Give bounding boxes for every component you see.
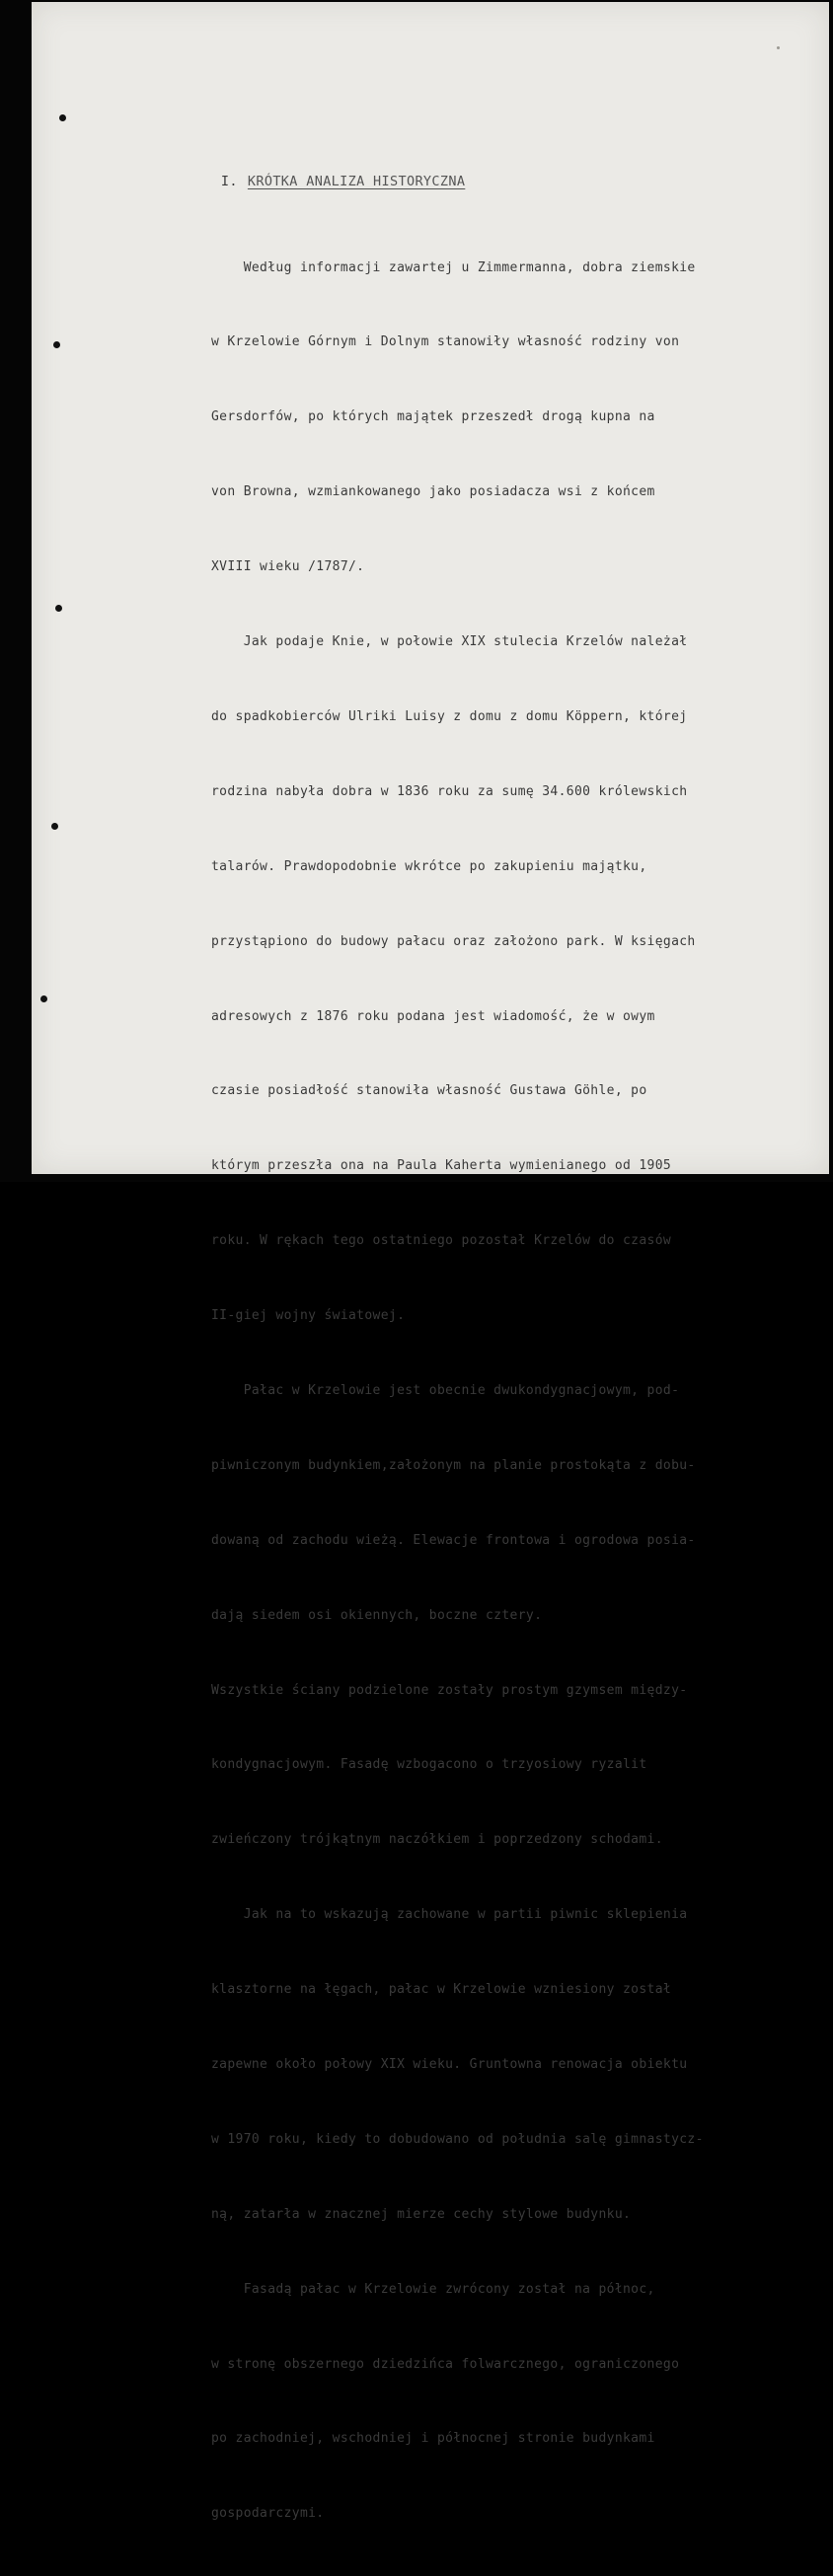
body-text <box>211 205 704 2576</box>
section-title: KRÓTKA ANALIZA HISTORYCZNA <box>247 174 466 189</box>
text-line: do spadkobierców Ulriki Luisy z domu z domu Köppern, której <box>211 708 688 724</box>
paper-speck <box>777 46 780 49</box>
text-line: dają siedem osi okiennych, boczne cztery. <box>211 1607 543 1623</box>
text-line: gospodarczymi. <box>211 2506 325 2522</box>
text-line: adresowych z 1876 roku podana jest wiadomość, że w owym <box>211 1008 655 1024</box>
text-line: Jak na to wskazują zachowane w partii piwnic sklepienia <box>211 1907 688 1923</box>
text-line: roku. W rękach tego ostatniego pozostał Krzelów do czasów <box>211 1233 672 1249</box>
text-line: czasie posiadłość stanowiła własność Gustawa Göhle, po <box>211 1083 647 1099</box>
text-line: kondygnacjowym. Fasadę wzbogacono o trzyosiowy ryzalit <box>211 1757 647 1773</box>
punch-hole <box>53 341 60 348</box>
text-line: klasztorne na łęgach, pałac w Krzelowie wzniesiony został <box>211 1982 672 1998</box>
text-line: po zachodniej, wschodniej i północnej stronie budynkami <box>211 2431 655 2447</box>
text-line: Według informacji zawartej u Zimmermanna, dobra ziemskie <box>211 259 696 275</box>
text-line: w Krzelowie Górnym i Dolnym stanowiły własność rodziny von <box>211 334 680 350</box>
text-line: Gersdorfów, po których majątek przeszedł drogą kupna na <box>211 409 655 425</box>
text-line: Fasadą pałac w Krzelowie zwrócony został na północ, <box>211 2281 655 2297</box>
section-number: I. <box>220 174 238 189</box>
section-heading <box>188 158 465 205</box>
text-line: w stronę obszernego dziedzińca folwarcznego, ograniczonego <box>211 2356 680 2372</box>
text-line: rodzina nabyła dobra w 1836 roku za sumę 34.600 królewskich <box>211 783 688 799</box>
text-line: Wszystkie ściany podzielone zostały prostym gzymsem między- <box>211 1682 688 1698</box>
text-line: Jak podaje Knie, w połowie XIX stulecia Krzelów należał <box>211 634 688 650</box>
text-line: przystąpiono do budowy pałacu oraz założono park. W księgach <box>211 933 696 949</box>
punch-hole <box>55 605 62 612</box>
text-line: talarów. Prawdopodobnie wkrótce po zakupieniu majątku, <box>211 858 647 874</box>
text-line: zwieńczony trójkątnym naczółkiem i poprzedzony schodami. <box>211 1832 663 1848</box>
text-line: dowaną od zachodu wieżą. Elewacje frontowa i ogrodowa posia- <box>211 1532 696 1548</box>
text-line: zapewne około połowy XIX wieku. Gruntowna renowacja obiektu <box>211 2056 688 2072</box>
text-line: którym przeszła ona na Paula Kaherta wymienianego od 1905 <box>211 1158 672 1174</box>
text-line: II-giej wojny światowej. <box>211 1308 406 1324</box>
punch-hole <box>51 823 58 830</box>
text-line: piwniczonym budynkiem,założonym na planie prostokąta z dobu- <box>211 1457 696 1473</box>
punch-hole <box>40 995 47 1002</box>
text-line: XVIII wieku /1787/. <box>211 559 365 575</box>
text-line: w 1970 roku, kiedy to dobudowano od południa salę gimnastycz- <box>211 2131 704 2147</box>
text-line: Pałac w Krzelowie jest obecnie dwukondygnacjowym, pod- <box>211 1382 680 1398</box>
text-line: von Browna, wzmiankowanego jako posiadacza wsi z końcem <box>211 484 655 500</box>
punch-hole <box>59 114 66 121</box>
text-line: ną, zatarła w znacznej mierze cechy stylowe budynku. <box>211 2206 632 2222</box>
